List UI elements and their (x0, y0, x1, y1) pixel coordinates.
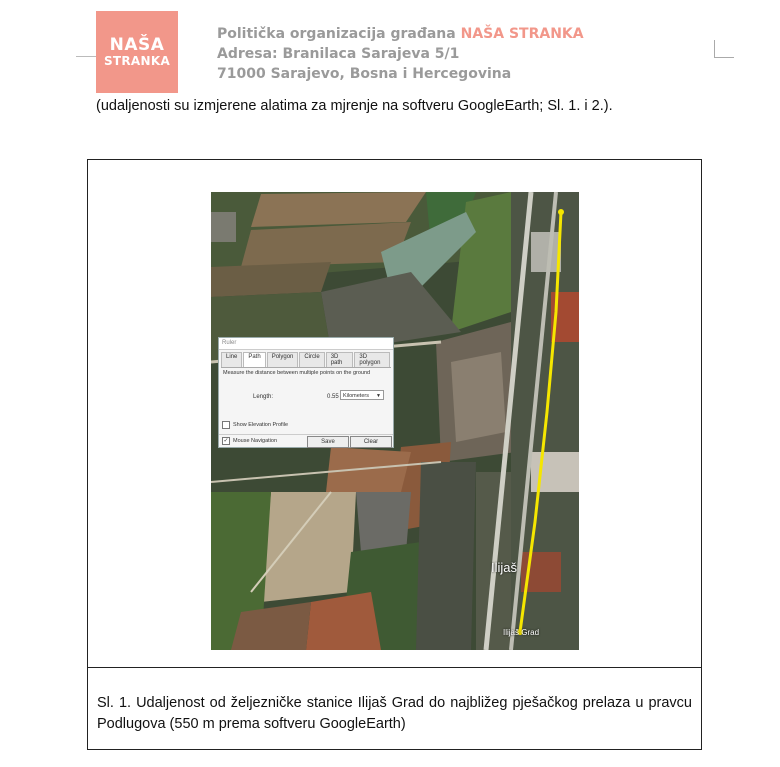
tab-circle[interactable]: Circle (299, 352, 324, 367)
ruler-tabs (221, 352, 391, 368)
ruler-divider (219, 434, 393, 435)
satellite-map (211, 192, 579, 650)
mouse-navigation-label: Mouse Navigation (233, 438, 278, 444)
check-icon: ✓ (223, 438, 229, 444)
elevation-profile-label: Show Elevation Profile (233, 422, 289, 428)
length-value: 0.55 (327, 394, 339, 400)
unit-select[interactable] (340, 390, 384, 400)
table-divider (88, 667, 701, 668)
logo-line-2: STRANKA (103, 53, 171, 68)
header-address (217, 24, 584, 84)
tab-3d-path[interactable]: 3D path (326, 352, 354, 367)
ruler-dialog (218, 337, 394, 448)
org-line (217, 24, 584, 44)
tab-3d-polygon[interactable]: 3D polygon (354, 352, 390, 367)
figure-caption: Sl. 1. Udaljenost od željezničke stanice Ilijaš Grad do najbližeg pješačkog prelaza u pravcu Podlugova (550 m prema softveru GoogleEarth) (97, 695, 692, 732)
chevron-down-icon: ▼ (376, 393, 381, 399)
tab-path[interactable]: Path (243, 352, 265, 367)
crop-mark (714, 40, 734, 58)
org-prefix: Politička organizacija građana (217, 26, 461, 42)
map-town-label: Ilijaš (491, 560, 518, 575)
tab-polygon[interactable]: Polygon (267, 352, 299, 367)
ruler-description: Measure the distance between multiple points on the ground (223, 370, 371, 376)
checkbox-icon (222, 421, 230, 429)
city-line: 71000 Sarajevo, Bosna i Hercegovina (217, 66, 512, 82)
intro-text: (udaljenosti su izmjerene alatima za mjrenje na softveru GoogleEarth; Sl. 1. i 2.). (96, 98, 613, 114)
tab-line[interactable]: Line (221, 352, 242, 367)
logo (96, 11, 178, 93)
map-station-label: Ilijaš Grad (503, 628, 540, 637)
elevation-profile-checkbox[interactable] (222, 421, 288, 429)
address-line: Adresa: Branilaca Sarajeva 5/1 (217, 46, 460, 62)
mouse-navigation-checkbox[interactable] (222, 437, 277, 445)
header-rule (76, 56, 96, 57)
save-button[interactable]: Save (307, 436, 349, 448)
org-name: NAŠA STRANKA (460, 26, 584, 42)
logo-line-1: NAŠA (109, 34, 165, 55)
clear-button[interactable]: Clear (350, 436, 392, 448)
ruler-title: Ruler (219, 338, 393, 350)
figure-table (87, 159, 702, 750)
unit-value: Kilometers (343, 393, 369, 399)
length-label: Length: (253, 394, 274, 400)
